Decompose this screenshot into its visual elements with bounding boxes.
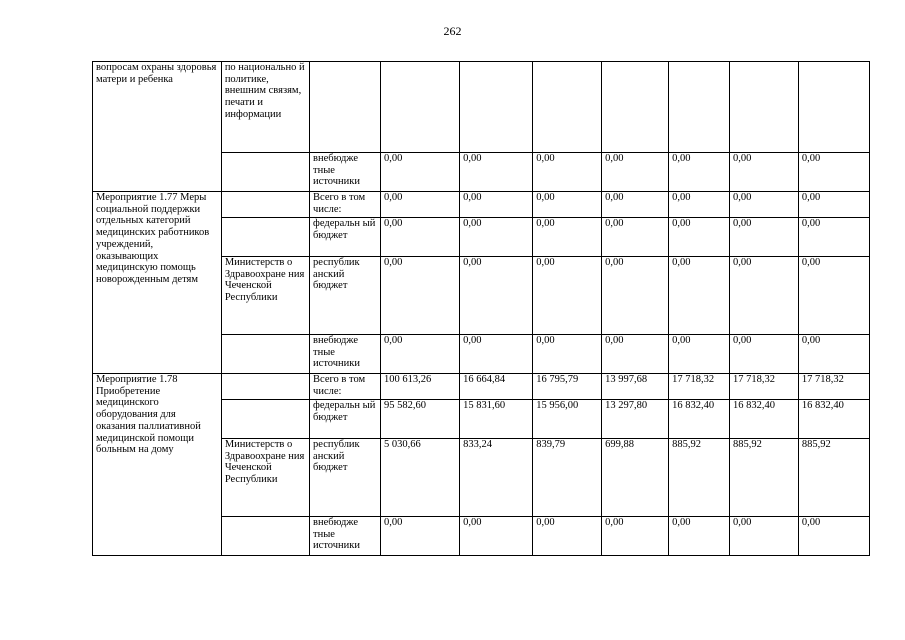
- executor-cell: [221, 517, 309, 556]
- executor-cell: [221, 153, 309, 192]
- value-cell: 699,88: [602, 439, 669, 517]
- value-cell: [381, 62, 460, 153]
- value-cell: 0,00: [602, 218, 669, 257]
- value-cell: 0,00: [669, 218, 730, 257]
- value-cell: 16 795,79: [533, 374, 602, 400]
- value-cell: 100 613,26: [381, 374, 460, 400]
- value-cell: 5 030,66: [381, 439, 460, 517]
- value-cell: 833,24: [460, 439, 533, 517]
- source-label: республик анский бюджет: [310, 257, 381, 335]
- value-cell: 0,00: [460, 517, 533, 556]
- value-cell: 0,00: [798, 517, 869, 556]
- value-cell: 0,00: [798, 257, 869, 335]
- source-label: Всего в том числе:: [310, 192, 381, 218]
- value-cell: [729, 62, 798, 153]
- value-cell: [798, 62, 869, 153]
- source-label: федеральн ый бюджет: [310, 218, 381, 257]
- value-cell: 0,00: [729, 218, 798, 257]
- value-cell: 95 582,60: [381, 400, 460, 439]
- value-cell: 17 718,32: [669, 374, 730, 400]
- value-cell: 0,00: [381, 192, 460, 218]
- value-cell: 0,00: [460, 218, 533, 257]
- value-cell: 0,00: [533, 335, 602, 374]
- source-label: внебюдже тные источники: [310, 153, 381, 192]
- measure-title: вопросам охраны здоровья матери и ребенка: [93, 62, 222, 192]
- value-cell: 16 832,40: [798, 400, 869, 439]
- value-cell: 16 664,84: [460, 374, 533, 400]
- value-cell: 0,00: [798, 192, 869, 218]
- value-cell: 15 831,60: [460, 400, 533, 439]
- value-cell: 17 718,32: [729, 374, 798, 400]
- value-cell: 0,00: [669, 192, 730, 218]
- source-label: внебюдже тные источники: [310, 517, 381, 556]
- executor-cell: [221, 400, 309, 439]
- value-cell: 16 832,40: [729, 400, 798, 439]
- executor-cell: [221, 374, 309, 400]
- value-cell: 0,00: [381, 153, 460, 192]
- value-cell: 0,00: [729, 257, 798, 335]
- value-cell: [460, 62, 533, 153]
- value-cell: [602, 62, 669, 153]
- executor-cell: [221, 218, 309, 257]
- value-cell: 0,00: [460, 257, 533, 335]
- value-cell: 0,00: [729, 335, 798, 374]
- value-cell: 0,00: [460, 153, 533, 192]
- source-label: [310, 62, 381, 153]
- value-cell: 0,00: [602, 153, 669, 192]
- value-cell: 0,00: [798, 218, 869, 257]
- executor-cell: [221, 192, 309, 218]
- measure-title: Мероприятие 1.78 Приобретение медицинского оборудования для оказания паллиативной медицинской помощи больным на дому: [93, 374, 222, 556]
- value-cell: 0,00: [533, 218, 602, 257]
- source-label: внебюдже тные источники: [310, 335, 381, 374]
- executor-cell: Министерств о Здравоохране ния Чеченской Республики: [221, 257, 309, 335]
- table-row: [93, 192, 870, 218]
- value-cell: 0,00: [533, 517, 602, 556]
- value-cell: 0,00: [729, 153, 798, 192]
- value-cell: 0,00: [669, 257, 730, 335]
- source-label: Всего в том числе:: [310, 374, 381, 400]
- value-cell: 885,92: [729, 439, 798, 517]
- value-cell: 0,00: [533, 192, 602, 218]
- value-cell: 839,79: [533, 439, 602, 517]
- value-cell: 0,00: [381, 218, 460, 257]
- budget-table: [92, 61, 870, 556]
- value-cell: 0,00: [533, 257, 602, 335]
- value-cell: 15 956,00: [533, 400, 602, 439]
- value-cell: 0,00: [602, 517, 669, 556]
- value-cell: 0,00: [381, 517, 460, 556]
- executor-cell: Министерств о Здравоохране ния Чеченской Республики: [221, 439, 309, 517]
- value-cell: 0,00: [381, 257, 460, 335]
- value-cell: 0,00: [669, 153, 730, 192]
- source-label: республик анский бюджет: [310, 439, 381, 517]
- value-cell: 885,92: [798, 439, 869, 517]
- value-cell: 17 718,32: [798, 374, 869, 400]
- page-number: 262: [443, 24, 462, 38]
- value-cell: 0,00: [602, 257, 669, 335]
- value-cell: 0,00: [381, 335, 460, 374]
- value-cell: 0,00: [602, 335, 669, 374]
- value-cell: 13 997,68: [602, 374, 669, 400]
- value-cell: 885,92: [669, 439, 730, 517]
- value-cell: 0,00: [460, 335, 533, 374]
- value-cell: 0,00: [460, 192, 533, 218]
- table-row: [93, 374, 870, 400]
- value-cell: 16 832,40: [669, 400, 730, 439]
- value-cell: [669, 62, 730, 153]
- value-cell: 0,00: [669, 335, 730, 374]
- value-cell: 0,00: [798, 335, 869, 374]
- measure-title: Мероприятие 1.77 Меры социальной поддержки отдельных категорий медицинских работников учреждений, оказывающих медицинскую помощь новорожденным детям: [93, 192, 222, 374]
- value-cell: 0,00: [798, 153, 869, 192]
- value-cell: 13 297,80: [602, 400, 669, 439]
- executor-cell: по национально й политике, внешним связям, печати и информации: [221, 62, 309, 153]
- executor-cell: [221, 335, 309, 374]
- value-cell: 0,00: [729, 517, 798, 556]
- value-cell: 0,00: [729, 192, 798, 218]
- table-row: [93, 62, 870, 153]
- value-cell: 0,00: [533, 153, 602, 192]
- source-label: федеральн ый бюджет: [310, 400, 381, 439]
- value-cell: 0,00: [602, 192, 669, 218]
- value-cell: 0,00: [669, 517, 730, 556]
- value-cell: [533, 62, 602, 153]
